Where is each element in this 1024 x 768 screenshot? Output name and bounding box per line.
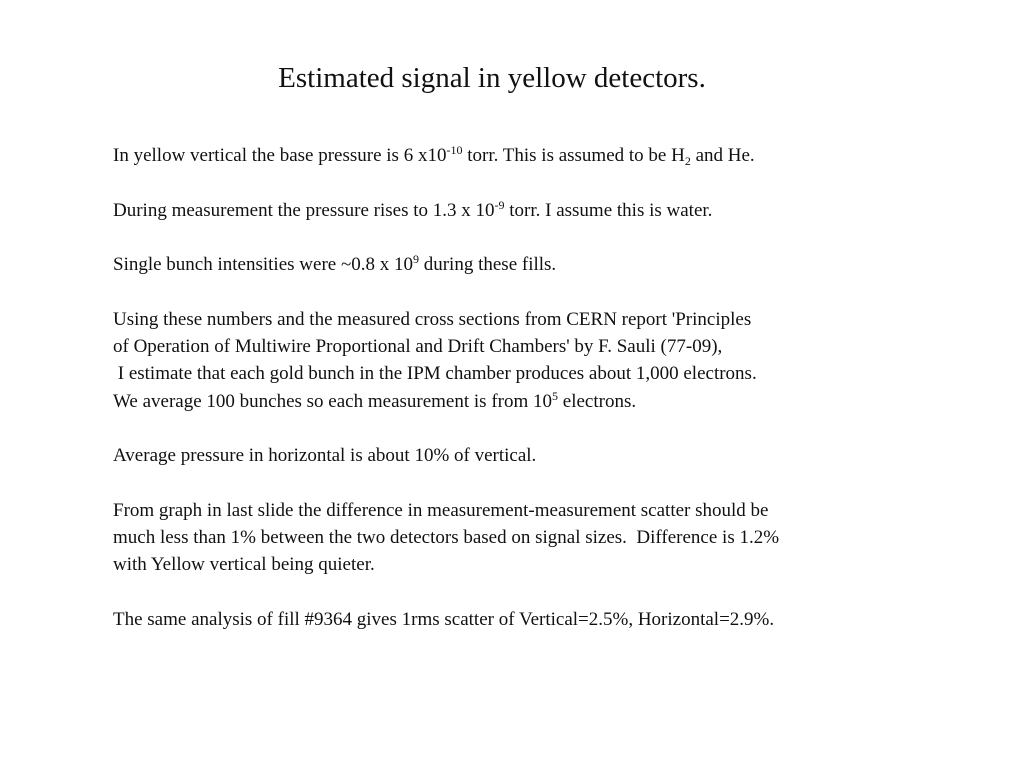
text-line: I estimate that each gold bunch in the IPM chamber produces about 1,000 electrons.	[113, 363, 757, 385]
paragraph-scatter-difference	[113, 497, 993, 579]
paragraph-cross-sections	[113, 306, 993, 415]
slide-title: Estimated signal in yellow detectors.	[278, 62, 706, 94]
paragraph-fill-analysis: The same analysis of fill #9364 gives 1rms scatter of Vertical=2.5%, Horizontal=2.9%.	[113, 609, 775, 631]
text-run: In yellow vertical the base pressure is 6 x10	[113, 145, 447, 166]
superscript: 9	[412, 252, 419, 267]
superscript: -10	[446, 143, 463, 157]
text-run: and He.	[690, 145, 755, 166]
text-line: much less than 1% between the two detectors based on signal sizes. Difference is 1.2%	[113, 527, 780, 549]
superscript: 5	[552, 388, 559, 403]
text-line: Using these numbers and the measured cross sections from CERN report 'Principles	[113, 308, 752, 330]
superscript: -9	[494, 197, 505, 212]
text-run: Single bunch intensities were ~0.8 x 10	[113, 254, 413, 276]
text-line: with Yellow vertical being quieter.	[113, 554, 375, 576]
slide-body	[113, 142, 993, 661]
text-run: torr. I assume this is water.	[504, 199, 713, 221]
paragraph-measurement-pressure	[113, 197, 993, 224]
text-run: During measurement the pressure rises to 1.3 x 10	[113, 199, 495, 221]
text-run: during these fills.	[418, 254, 557, 276]
text-run: We average 100 bunches so each measurement is from 10	[113, 390, 553, 412]
text-run: torr. This is assumed to be H	[462, 145, 685, 166]
text-run: electrons.	[558, 390, 637, 412]
paragraph-base-pressure	[113, 142, 993, 169]
subscript: 2	[684, 154, 691, 168]
paragraph-bunch-intensities	[113, 251, 993, 278]
text-line: of Operation of Multiwire Proportional and Drift Chambers' by F. Sauli (77-09),	[113, 336, 723, 358]
text-line: From graph in last slide the difference in measurement-measurement scatter should be	[113, 499, 769, 521]
paragraph-horizontal-pressure: Average pressure in horizontal is about 10% of vertical.	[113, 445, 537, 467]
text-line	[113, 388, 993, 415]
